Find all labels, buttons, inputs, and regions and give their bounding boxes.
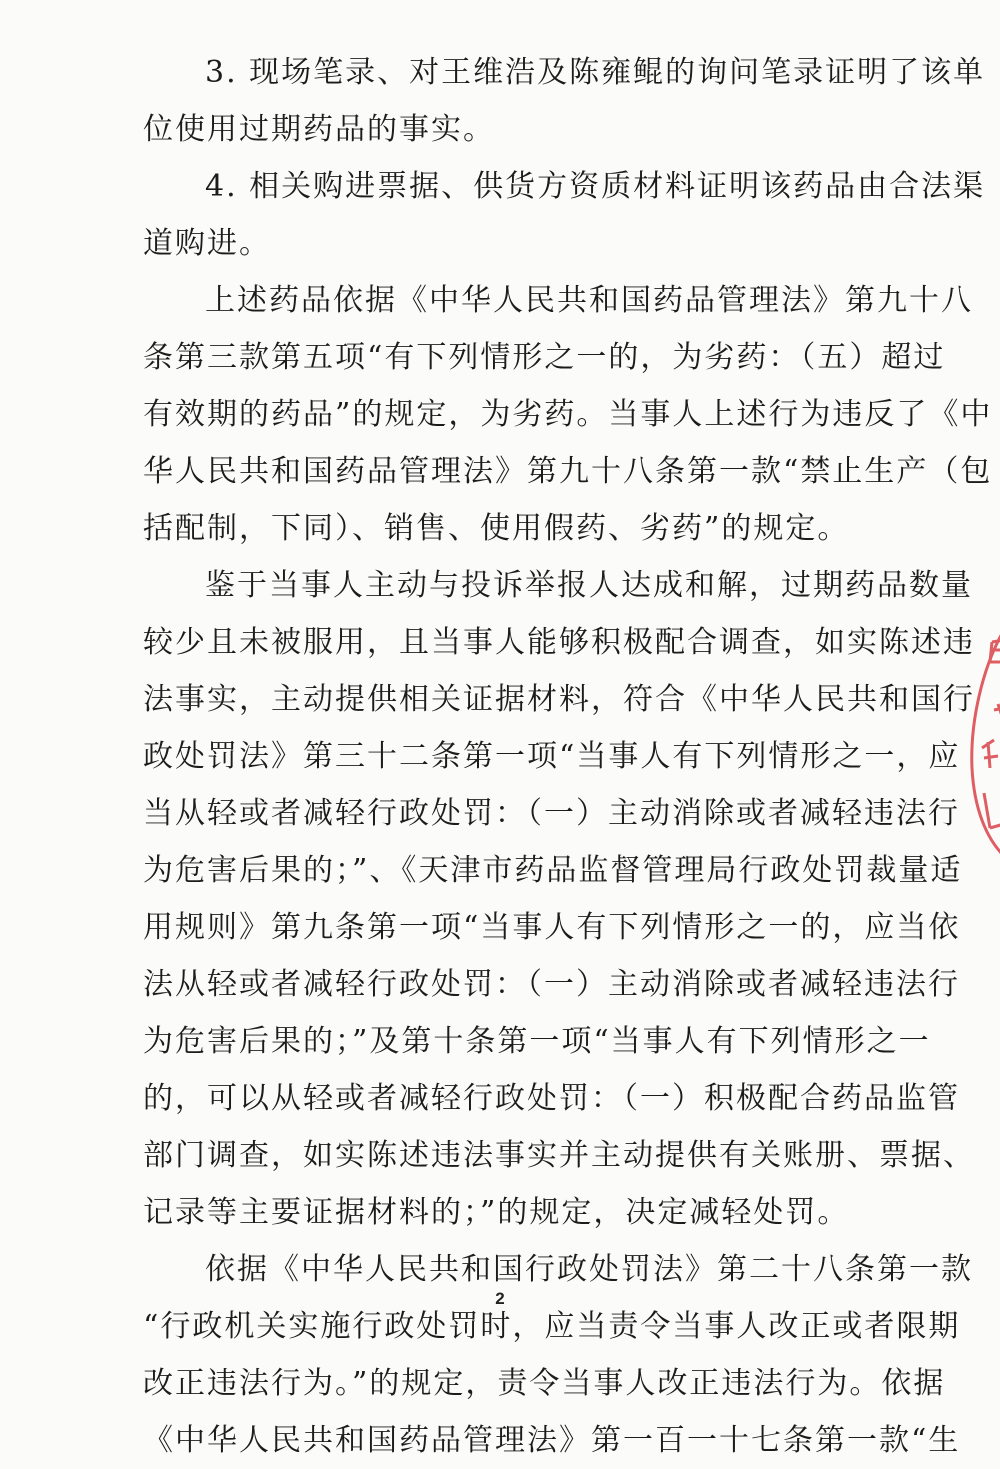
red-seal-fragment-icon bbox=[964, 628, 1000, 858]
text-line: 改正违法行为。”的规定，责令当事人改正违法行为。依据 bbox=[143, 1366, 946, 1401]
text-line: 当从轻或者减轻行政处罚：（一）主动消除或者减轻违法行 bbox=[143, 796, 960, 831]
text-line: 部门调查，如实陈述违法事实并主动提供有关账册、票据、 bbox=[143, 1138, 975, 1173]
text-line: 4. 相关购进票据、供货方资质材料证明该药品由合法渠 bbox=[205, 169, 986, 204]
text-line: 为危害后果的；”、《天津市药品监督管理局行政处罚裁量适 bbox=[143, 853, 963, 888]
text-line: 政处罚法》第三十二条第一项“当事人有下列情形之一，应 bbox=[143, 739, 961, 774]
text-line: 条第三款第五项“有下列情形之一的，为劣药：（五）超过 bbox=[143, 340, 946, 375]
body-text bbox=[143, 44, 993, 1469]
text-line: 《中华人民共和国药品管理法》第一百一十七条第一款“生 bbox=[143, 1423, 961, 1458]
text-line: 记录等主要证据材料的；”的规定，决定减轻处罚。 bbox=[143, 1195, 850, 1230]
text-line: 用规则》第九条第一项“当事人有下列情形之一的，应当依 bbox=[143, 910, 961, 945]
text-line: 位使用过期药品的事实。 bbox=[143, 112, 495, 147]
text-line: “行政机关实施行政处罚时，应当责令当事人改正或者限期 bbox=[143, 1309, 961, 1344]
text-line: 为危害后果的；”及第十条第一项“当事人有下列情形之一 bbox=[143, 1024, 931, 1059]
text-line: 鉴于当事人主动与投诉举报人达成和解，过期药品数量 bbox=[205, 568, 973, 603]
text-line: 的，可以从轻或者减轻行政处罚：（一）积极配合药品监管 bbox=[143, 1081, 960, 1116]
text-line: 较少且未被服用，且当事人能够积极配合调查，如实陈述违 bbox=[143, 625, 975, 660]
text-line: 道购进。 bbox=[143, 226, 271, 261]
text-line: 华人民共和国药品管理法》第九十八条第一款“禁止生产（包 bbox=[143, 454, 993, 489]
page-number: 2 bbox=[495, 1289, 505, 1308]
text-line: 上述药品依据《中华人民共和国药品管理法》第九十八 bbox=[205, 283, 973, 318]
text-line: 依据《中华人民共和国行政处罚法》第二十八条第一款 bbox=[205, 1252, 973, 1287]
text-line: 3. 现场笔录、对王维浩及陈雍鲲的询问笔录证明了该单 bbox=[205, 55, 986, 90]
text-line: 有效期的药品”的规定，为劣药。当事人上述行为违反了《中 bbox=[143, 397, 993, 432]
text-line: 法从轻或者减轻行政处罚：（一）主动消除或者减轻违法行 bbox=[143, 967, 960, 1002]
text-line: 法事实，主动提供相关证据材料，符合《中华人民共和国行 bbox=[143, 682, 975, 717]
text-line: 括配制，下同）、销售、使用假药、劣药”的规定。 bbox=[143, 511, 850, 546]
